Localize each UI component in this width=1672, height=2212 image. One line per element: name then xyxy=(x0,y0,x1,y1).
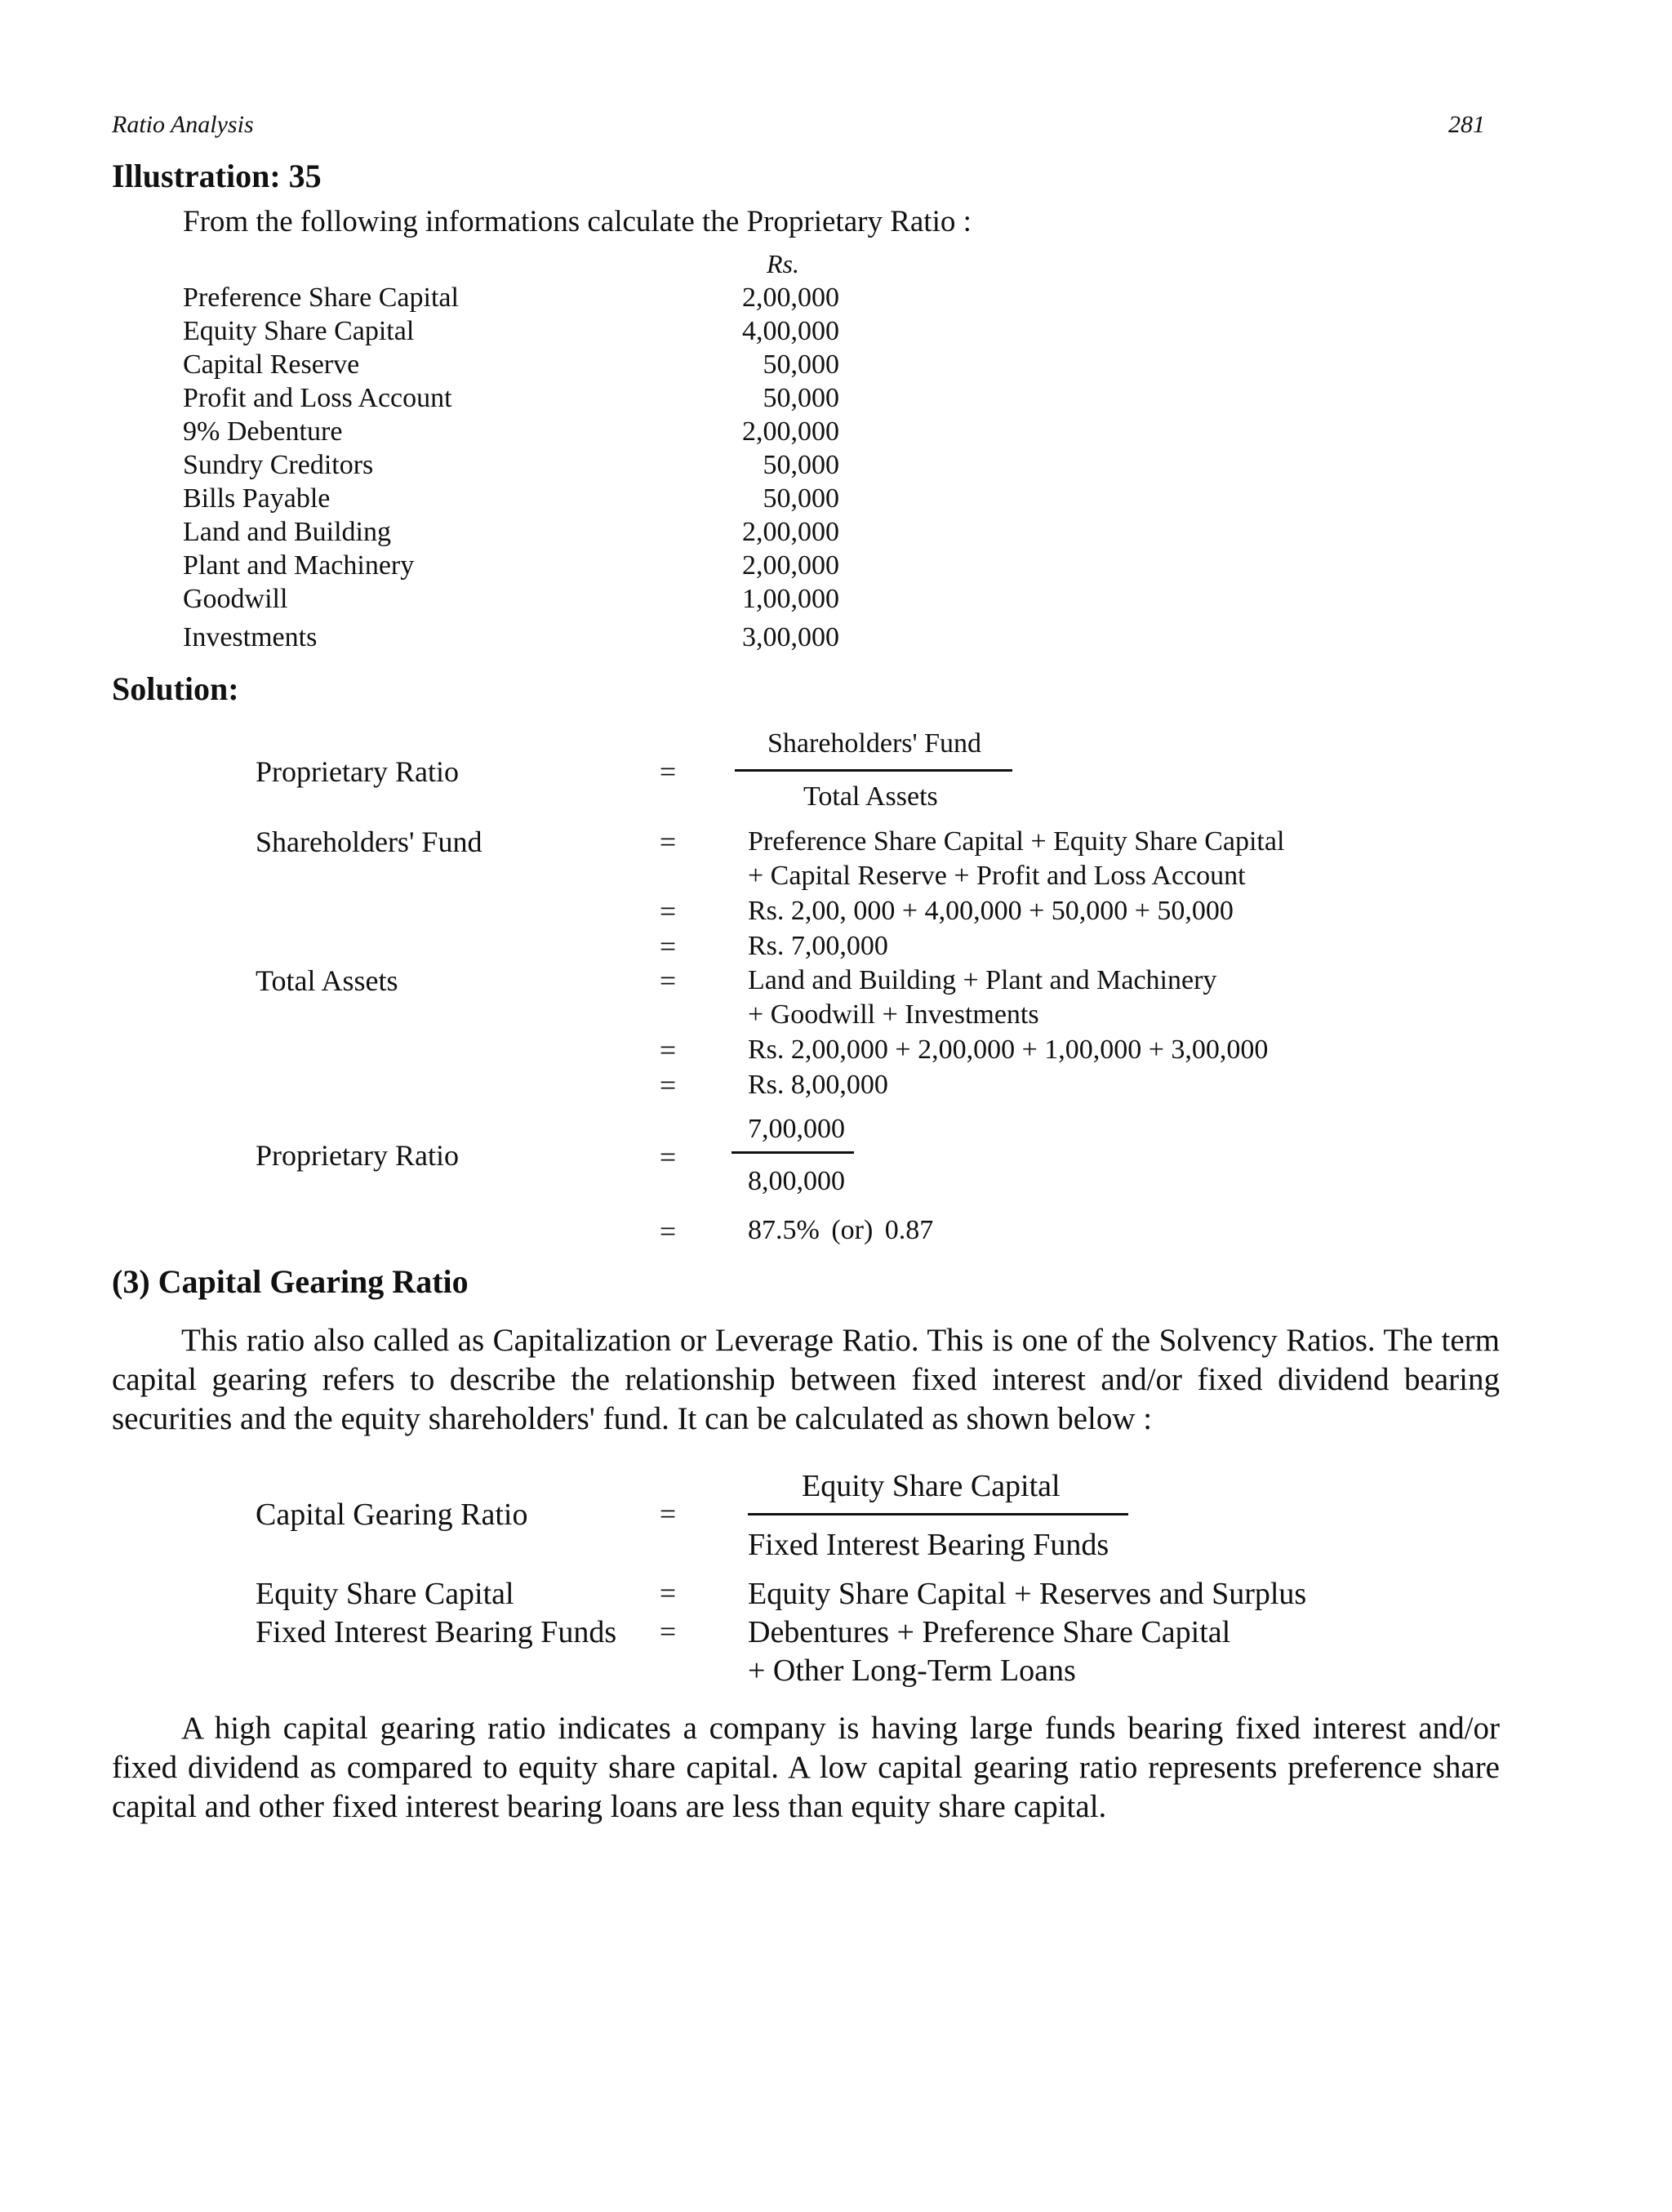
item-value: 50,000 xyxy=(763,349,839,380)
item-value: 50,000 xyxy=(763,383,839,413)
equals-sign: = xyxy=(659,1498,677,1530)
item-label: Bills Payable xyxy=(183,483,331,514)
capital-gearing-para-2 xyxy=(112,1709,1500,1827)
running-head-title: Ratio Analysis xyxy=(112,111,254,138)
fibf-line-2: + Other Long-Term Loans xyxy=(748,1653,1076,1688)
solution-heading: Solution: xyxy=(112,670,239,707)
equals-sign: = xyxy=(659,930,677,963)
item-label: Capital Reserve xyxy=(183,349,360,380)
result-denominator: 8,00,000 xyxy=(748,1166,845,1196)
proprietary-ratio-label: Proprietary Ratio xyxy=(256,755,459,788)
sf-line-1: Preference Share Capital + Equity Share Capital xyxy=(748,826,1285,857)
illustration-heading: Illustration: 35 xyxy=(112,158,322,194)
item-value: 2,00,000 xyxy=(742,283,839,313)
item-value: 4,00,000 xyxy=(742,316,839,346)
formula-numerator: Shareholders' Fund xyxy=(767,728,982,759)
ta-line-3: Rs. 2,00,000 + 2,00,000 + 1,00,000 + 3,00,000 xyxy=(748,1035,1269,1065)
cg-denominator: Fixed Interest Bearing Funds xyxy=(748,1528,1109,1562)
item-label: Preference Share Capital xyxy=(183,283,459,313)
item-value: 2,00,000 xyxy=(742,517,839,547)
item-value: 1,00,000 xyxy=(742,584,839,614)
ta-line-4: Rs. 8,00,000 xyxy=(748,1070,888,1100)
equals-sign: = xyxy=(659,1215,677,1248)
esc-value: Equity Share Capital + Reserves and Surplus xyxy=(748,1577,1307,1611)
equals-sign: = xyxy=(659,1577,677,1609)
equals-sign: = xyxy=(659,1615,677,1648)
ta-line-2: + Goodwill + Investments xyxy=(748,999,1039,1030)
total-assets-label: Total Assets xyxy=(256,964,398,997)
item-value: 2,00,000 xyxy=(742,416,839,447)
equals-sign: = xyxy=(659,1034,677,1066)
result-numerator: 7,00,000 xyxy=(748,1114,845,1144)
esc-label: Equity Share Capital xyxy=(256,1577,514,1611)
item-label: Plant and Machinery xyxy=(183,550,415,581)
equals-sign: = xyxy=(659,1069,677,1102)
item-value: 50,000 xyxy=(763,450,839,480)
page-number: 281 xyxy=(1448,111,1485,138)
item-label: Investments xyxy=(183,622,318,652)
ta-line-1: Land and Building + Plant and Machinery xyxy=(748,965,1217,995)
result-value: 87.5% (or) 0.87 xyxy=(748,1215,934,1245)
sf-line-2: + Capital Reserve + Profit and Loss Account xyxy=(748,861,1246,891)
item-value: 3,00,000 xyxy=(742,622,839,652)
para-1-text: This ratio also called as Capitalization or Leverage Ratio. This is one of the Solvency Ratios. The term capital gearing refers to describe the relationship between fixed interest and/or fixed dividend bearing securities and the equity shareholders' fund. It can be calculated as shown below : xyxy=(112,1323,1500,1436)
equals-sign: = xyxy=(659,895,677,928)
illustration-intro: From the following informations calculate the Proprietary Ratio : xyxy=(183,205,972,238)
item-value: 2,00,000 xyxy=(742,550,839,581)
cg-numerator: Equity Share Capital xyxy=(802,1469,1061,1503)
item-label: Profit and Loss Account xyxy=(183,383,452,413)
formula-denominator: Total Assets xyxy=(803,781,938,812)
capital-gearing-heading: (3) Capital Gearing Ratio xyxy=(112,1263,469,1300)
fraction-bar xyxy=(735,769,1012,772)
shareholders-fund-label: Shareholders' Fund xyxy=(256,826,482,858)
item-label: Sundry Creditors xyxy=(183,450,374,480)
capital-gearing-para-1 xyxy=(112,1321,1500,1439)
item-label: 9% Debenture xyxy=(183,416,343,447)
capital-gearing-ratio-label: Capital Gearing Ratio xyxy=(256,1498,528,1532)
fibf-label: Fixed Interest Bearing Funds xyxy=(256,1615,617,1649)
fraction-bar xyxy=(732,1151,854,1154)
equals-sign: = xyxy=(659,826,677,858)
para-2-text: A high capital gearing ratio indicates a company is having large funds bearing fixed interest and/or fixed dividend as compared to equity share capital. A low capital gearing ratio represents preference share capital and other fixed interest bearing loans are less than equity share capital. xyxy=(112,1711,1500,1824)
item-label: Land and Building xyxy=(183,517,391,547)
currency-header: Rs. xyxy=(767,249,799,278)
sf-line-3: Rs. 2,00, 000 + 4,00,000 + 50,000 + 50,000 xyxy=(748,896,1234,926)
sf-line-4: Rs. 7,00,000 xyxy=(748,931,888,961)
fraction-bar xyxy=(748,1513,1128,1515)
equals-sign: = xyxy=(659,964,677,997)
equals-sign: = xyxy=(659,755,677,788)
proprietary-ratio-label: Proprietary Ratio xyxy=(256,1139,459,1172)
equals-sign: = xyxy=(659,1141,677,1173)
item-label: Goodwill xyxy=(183,584,288,614)
item-value: 50,000 xyxy=(763,483,839,514)
fibf-line-1: Debentures + Preference Share Capital xyxy=(748,1615,1231,1649)
item-label: Equity Share Capital xyxy=(183,316,415,346)
